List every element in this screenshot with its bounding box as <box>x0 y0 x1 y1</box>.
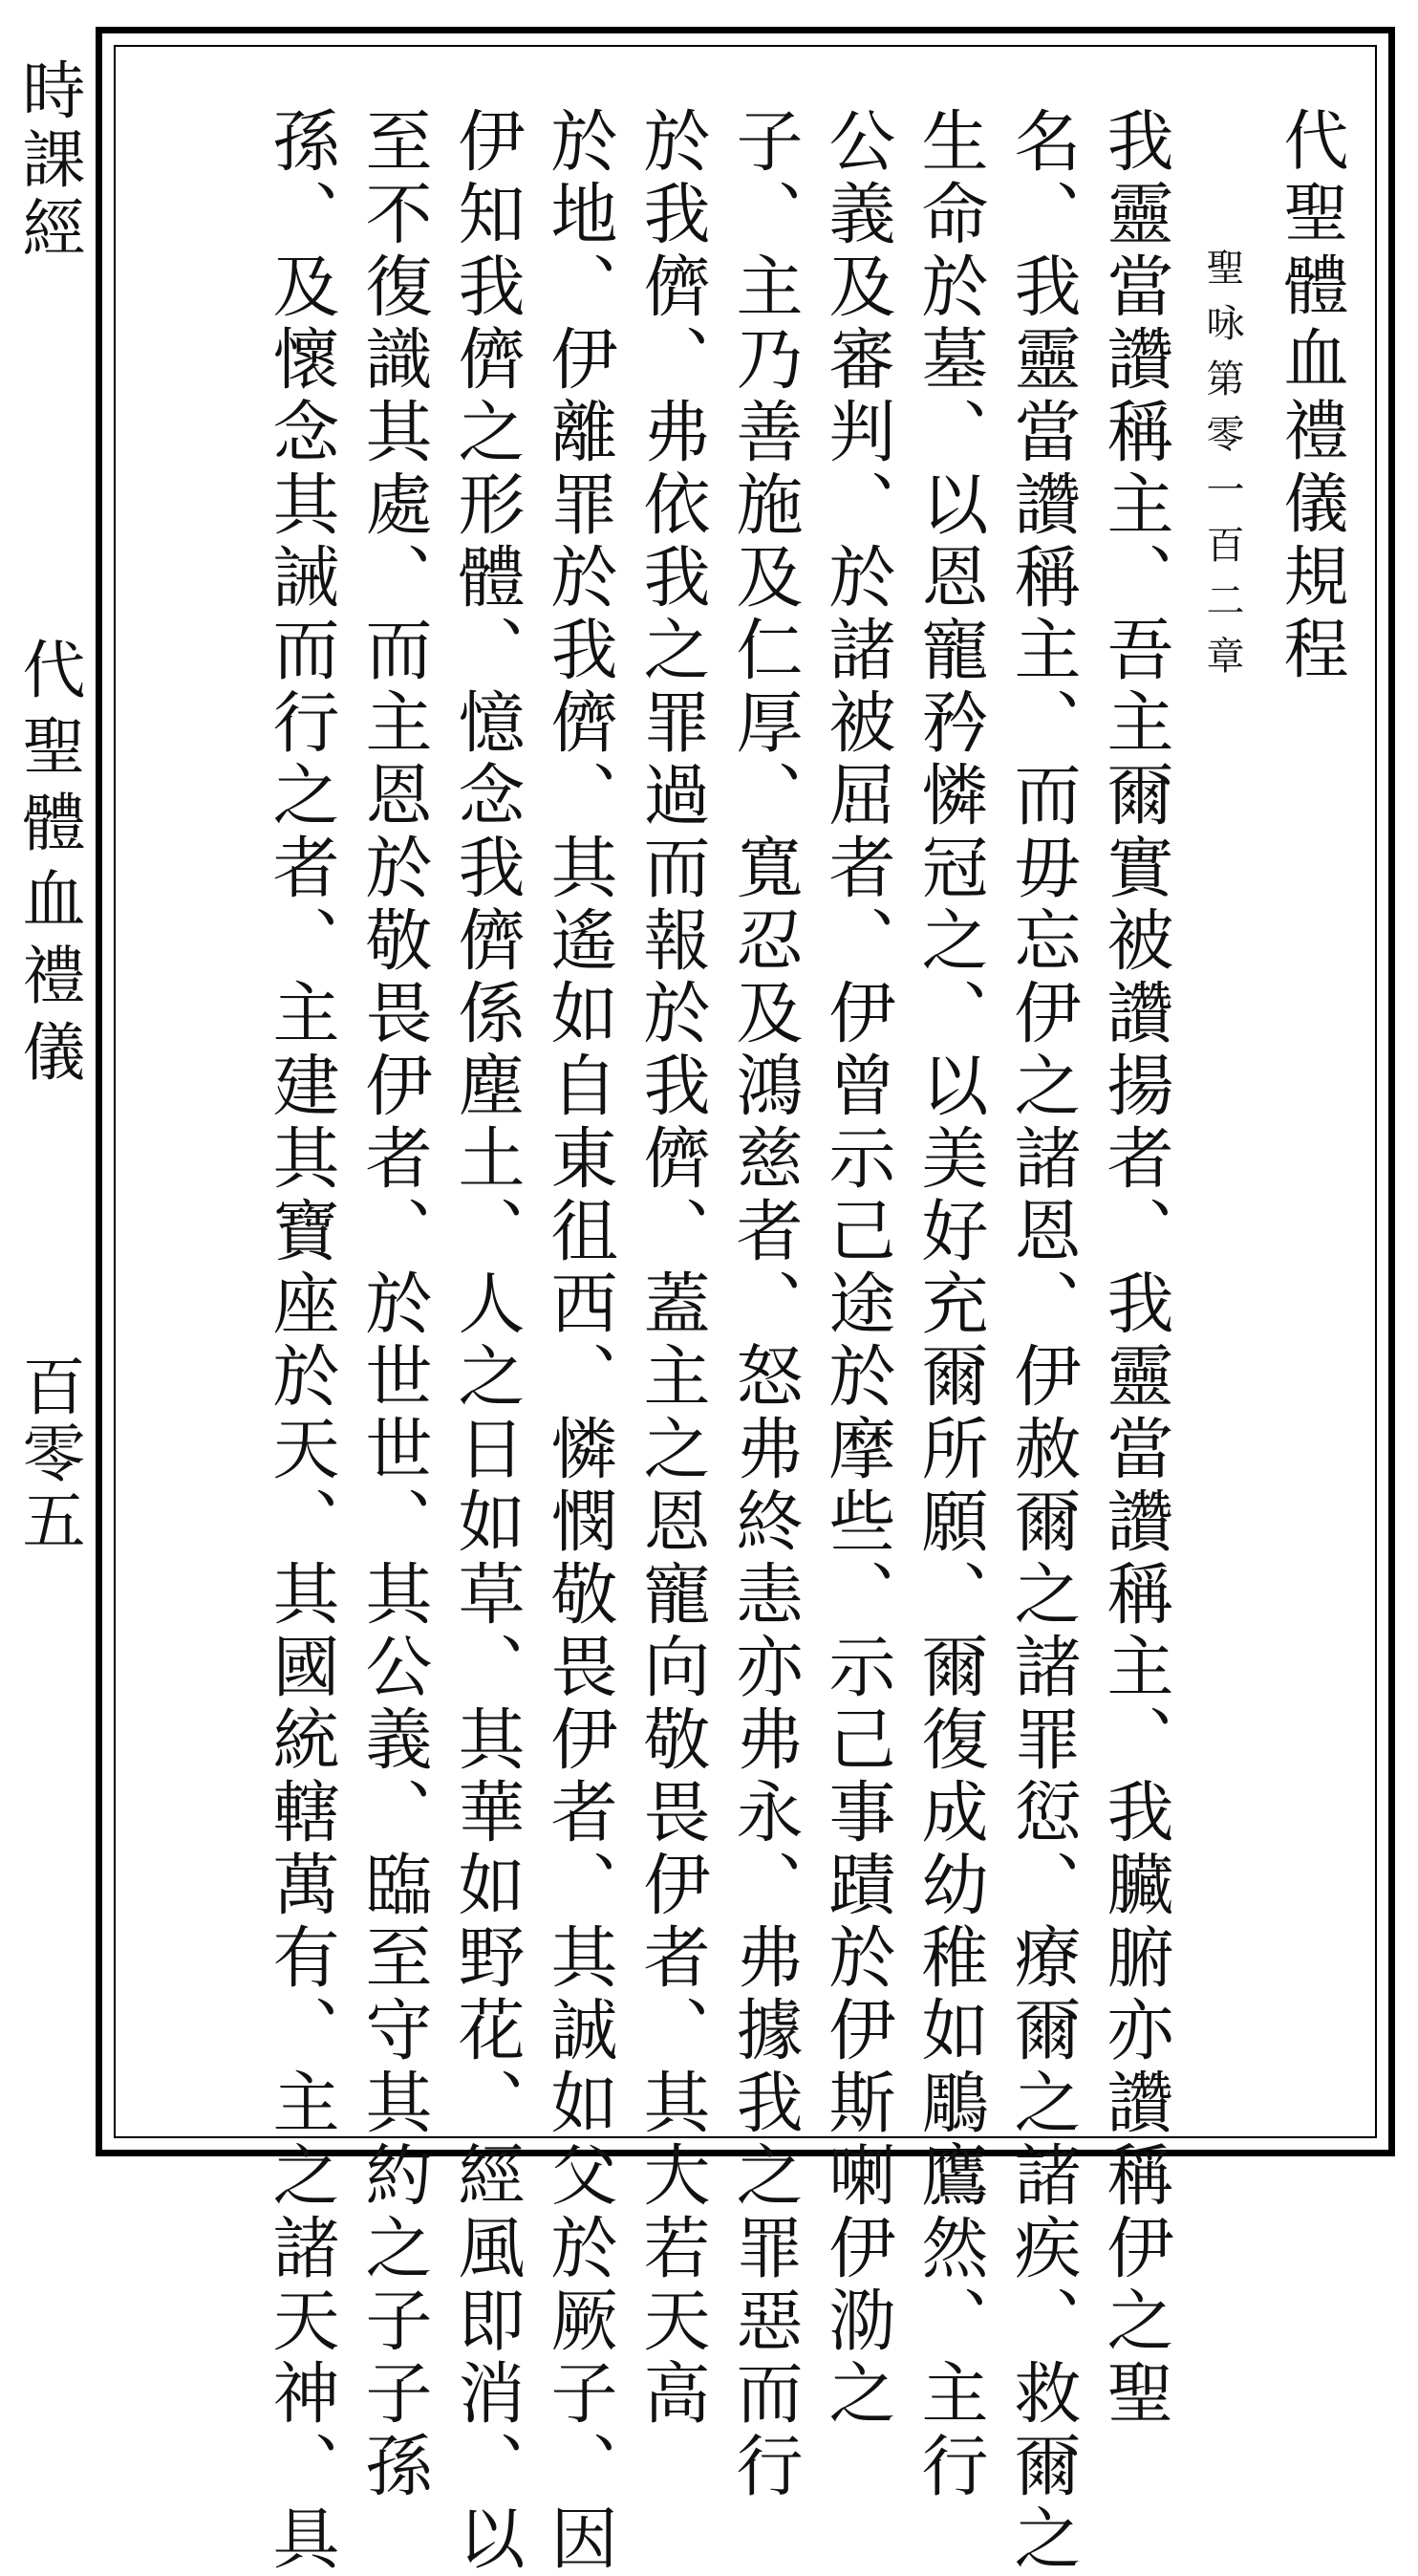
text-line: 孫、及懷念其誡而行之者、主建其寶座於天、其國統轄萬有、主之諸天神、具 <box>262 106 340 2576</box>
section-running-title: 代聖體血禮儀 <box>11 637 85 1095</box>
text-line: 子、主乃善施及仁厚、寬忍及鴻慈者、怒弗終恚亦弗永、弗據我之罪惡而行 <box>725 106 804 2503</box>
text-line: 名、我靈當讚稱主、而毋忘伊之諸恩、伊赦爾之諸罪愆、療爾之諸疾、救爾之 <box>1003 106 1082 2576</box>
text-block <box>152 106 1358 2576</box>
text-line: 伊知我儕之形體、憶念我儕係塵土、人之日如草、其華如野花、經風即消、以 <box>447 106 526 2576</box>
psalm-heading: 聖咏第零一百二章 <box>1200 248 1244 691</box>
page-margin-header <box>10 57 86 2112</box>
document-title: 代聖體血禮儀規程 <box>1273 106 1348 687</box>
book-title: 時課經 <box>11 57 85 264</box>
page-frame <box>96 27 1395 2576</box>
page-frame-inner <box>114 45 1377 2576</box>
text-line: 至不復識其處、而主恩於敬畏伊者、於世世、其公義、臨至守其約之子子孫 <box>354 106 433 2503</box>
text-line: 於地、伊離罪於我儕、其遙如自東徂西、憐憫敬畏伊者、其誠如父於厥子、因 <box>540 106 618 2576</box>
text-line: 我靈當讚稱主、吾主爾實被讚揚者、我靈當讚稱主、我臟腑亦讚稱伊之聖 <box>1096 106 1174 2431</box>
page-number: 百零五 <box>11 1353 85 1554</box>
text-line: 公義及審判、於諸被屈者、伊曾示己途於摩些、示己事蹟於伊斯喇伊泐之 <box>818 106 896 2431</box>
text-line: 生命於墓、以恩寵矜憐冠之、以美好充爾所願、爾復成幼稚如鵰鷹然、主行 <box>911 106 989 2503</box>
text-line: 於我儕、弗依我之罪過而報於我儕、蓋主之恩寵向敬畏伊者、其大若天高 <box>633 106 711 2431</box>
